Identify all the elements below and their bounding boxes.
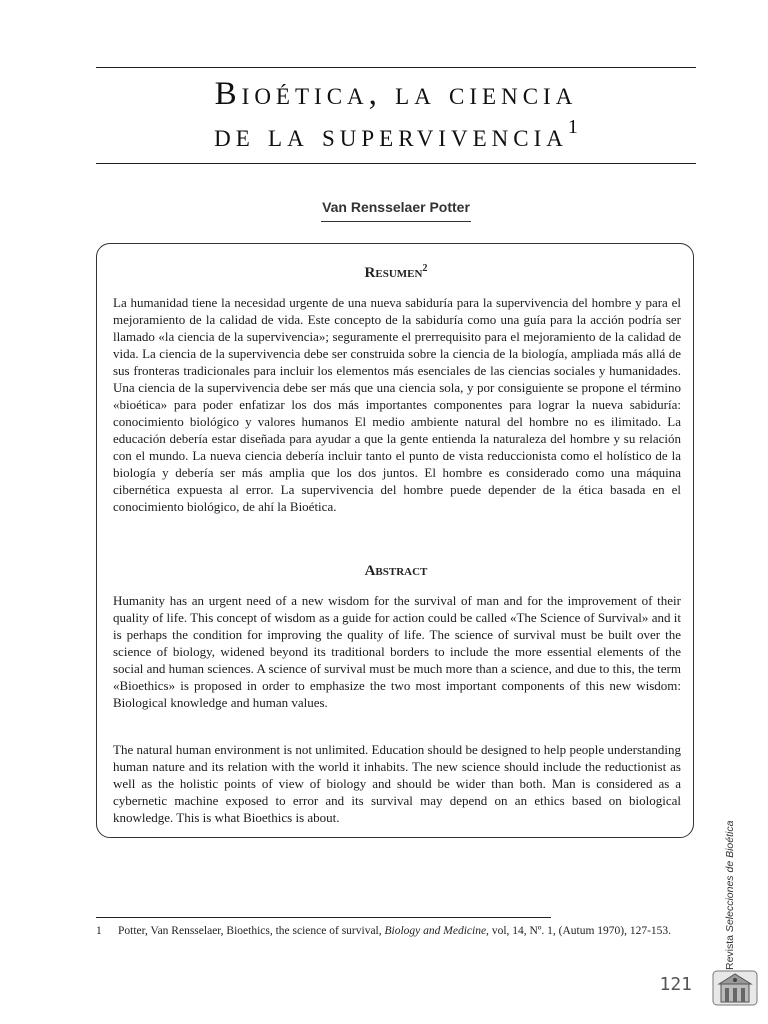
journal-side-label: Revista Selecciones de Bioética <box>724 820 736 970</box>
top-rule <box>96 67 696 68</box>
resumen-footnote-marker[interactable]: 2 <box>422 263 428 274</box>
abstract-paragraph-1: Humanity has an urgent need of a new wisdom for the survival of man and for the improvement of their quality of life. This concept of wisdom as a guide for action could be called «The Science of Survival» and it is perhaps the condition for improving the quality of life. The science of survival must be built over the science of biology, widened beyond its traditional borders to include the more essential elements of the social and human sciences. A science of survival must be much more than a science, and due to this, the term «Bioethics» is proposed in order to emphasize the two most important components of this new wisdom: Biological knowledge and human values. <box>113 593 681 710</box>
author-name: Van Rensselaer Potter <box>322 199 470 215</box>
university-seal-icon <box>712 970 758 1006</box>
footnote-text: Potter, Van Rensselaer, Bioethics, the science of survival, Biology and Medicine, vol, 14, Nº. 1, (Autum 1970), 127-153. <box>118 925 672 937</box>
abstract-paragraph-2: The natural human environment is not unlimited. Education should be designed to help people understanding human nature and its relation with the world it inhabits. The new science should include the reductionist as well as the holistic points of view of biology and should be wider than both. Man is considered as a cybernetic machine exposed to error and its survival may depend on an ethics based on biological knowledge. This is what Bioethics is about. <box>113 742 681 825</box>
title-footnote-marker[interactable]: 1 <box>567 116 578 138</box>
footnote-number: 1 <box>96 925 102 937</box>
article-title-line2: de la supervivencia$^1$ <box>214 116 578 154</box>
abstract-heading: Abstract <box>364 563 428 579</box>
page-number: 121 <box>659 974 692 995</box>
footnote-rule <box>96 917 551 918</box>
title-bottom-rule <box>96 163 696 164</box>
footnote-journal: Biology and Medicine, <box>384 925 489 937</box>
author-underline <box>321 221 471 222</box>
resumen-heading: Resumen$^2$ <box>364 263 428 281</box>
resumen-text: La humanidad tiene la necesidad urgente de una nueva sabiduría para la supervivencia del hombre y para el mejoramiento de la calidad de vida. Este concepto de la sabiduría como una guía para la acción podría ser llamado «la ciencia de la supervivencia»; seguramente el prerrequisito para el mejoramiento de la calidad de vida. La ciencia de la supervivencia debe ser construida sobre la ciencia de la biología, ampliada más allá de sus fronteras tradicionales para incluir los elementos más esenciales de las ciencias sociales y humanidades. Una ciencia de la supervivencia debe ser más que una ciencia sola, y por consiguiente se propone el término «bioética» para poder enfatizar los dos más importantes componentes para lograr la nueva sabiduría: conocimiento biológico y valores humanos El medio ambiente natural del hombre no es ilimitado. La educación debería estar diseñada para ayudar a que la gente entienda la naturaleza del hombre y su relación con el mundo. La nueva ciencia debería incluir tanto el punto de vista reduccionista como el holístico de la biología y debería ser más amplia que los dos juntos. El hombre es considerado como una máquina cibernética expuesta al error. La supervivencia del hombre puede depender de la ética basada en el conocimiento biológico, de ahí la Bioética. <box>113 295 681 514</box>
article-title-line1: Bioética, la ciencia <box>214 76 578 112</box>
